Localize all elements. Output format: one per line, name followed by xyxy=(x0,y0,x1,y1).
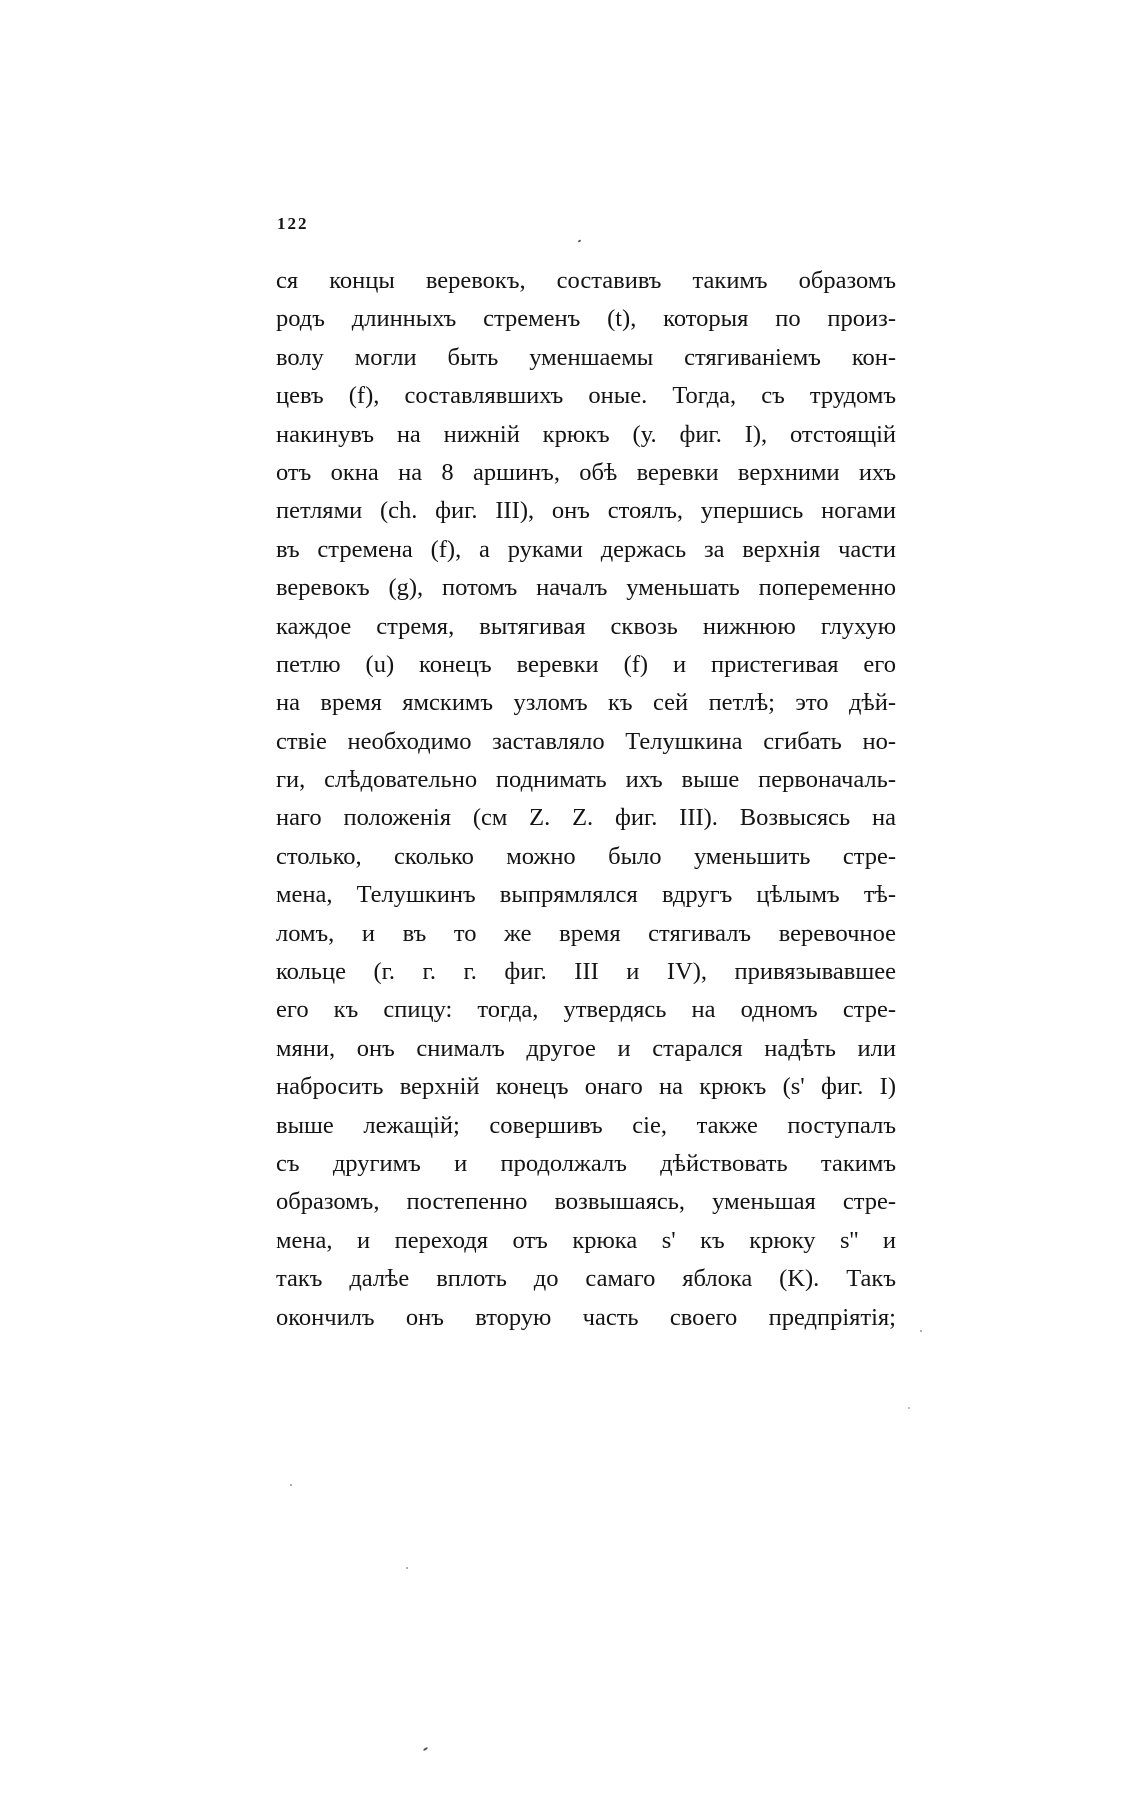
scan-speck xyxy=(920,1330,922,1332)
text-line: петлю (u) конецъ веревки (f) и пристегивая его xyxy=(276,650,896,678)
text-line: отъ окна на 8 аршинъ, обѣ веревки верхними ихъ xyxy=(276,458,896,486)
text-line: окончилъ онъ вторую часть своего предпріятія; xyxy=(276,1303,896,1331)
text-line: такъ далѣе вплоть до самаго яблока (K). Такъ xyxy=(276,1265,896,1293)
text-line: цевъ (f), составлявшихъ оные. Тогда, съ трудомъ xyxy=(276,382,896,410)
text-line: съ другимъ и продолжалъ дѣйствовать такимъ xyxy=(276,1149,896,1177)
text-line: кольце (г. г. г. фиг. III и IV), привязывавшее xyxy=(276,958,896,986)
text-line: мена, Телушкинъ выпрямлялся вдругъ цѣлымъ тѣ- xyxy=(276,881,896,909)
text-line: набросить верхній конецъ онаго на крюкъ (s' фиг. I) xyxy=(276,1073,896,1101)
scan-speck xyxy=(423,1747,428,1752)
text-line: петлями (ch. фиг. III), онъ стоялъ, упершись ногами xyxy=(276,497,896,525)
text-line: волу могли быть уменшаемы стягиваніемъ кон- xyxy=(276,343,896,371)
text-line: столько, сколько можно было уменьшить стре- xyxy=(276,842,896,870)
scan-speck xyxy=(406,1567,408,1569)
text-line: мена, и переходя отъ крюка s' къ крюку s'' и xyxy=(276,1226,896,1254)
text-line: каждое стремя, вытягивая сквозь нижнюю глухую xyxy=(276,612,896,640)
scan-speck xyxy=(578,239,582,242)
text-line: его къ спицу: тогда, утвердясь на одномъ стре- xyxy=(276,996,896,1024)
page-number: 122 xyxy=(277,214,309,233)
text-line: веревокъ (g), потомъ началъ уменьшать попеременно xyxy=(276,574,896,602)
text-line: ги, слѣдовательно поднимать ихъ выше первоначаль- xyxy=(276,766,896,794)
text-line: на время ямскимъ узломъ къ сей петлѣ; это дѣй- xyxy=(276,689,896,717)
text-line: наго положенія (см Z. Z. фиг. III). Возвысясь на xyxy=(276,804,896,832)
text-line: накинувъ на нижній крюкъ (у. фиг. I), отстоящій xyxy=(276,420,896,448)
text-line: ся концы веревокъ, составивъ такимъ образомъ xyxy=(276,267,896,294)
text-line: родъ длинныхъ стременъ (t), которыя по произ- xyxy=(276,305,896,333)
scan-speck xyxy=(290,1484,292,1486)
body-text xyxy=(276,262,896,1337)
text-line: ствіе необходимо заставляло Телушкина сгибать но- xyxy=(276,727,896,755)
text-line: мяни, онъ снималъ другое и старался надѣть или xyxy=(276,1034,896,1062)
text-line: ломъ, и въ то же время стягивалъ веревочное xyxy=(276,919,896,947)
text-line: образомъ, постепенно возвышаясь, уменьшая стре- xyxy=(276,1188,896,1216)
scan-speck xyxy=(908,1407,910,1409)
text-line: въ стремена (f), а руками держась за верхнія части xyxy=(276,535,896,563)
text-line: выше лежащій; совершивъ сіе, также поступалъ xyxy=(276,1111,896,1139)
